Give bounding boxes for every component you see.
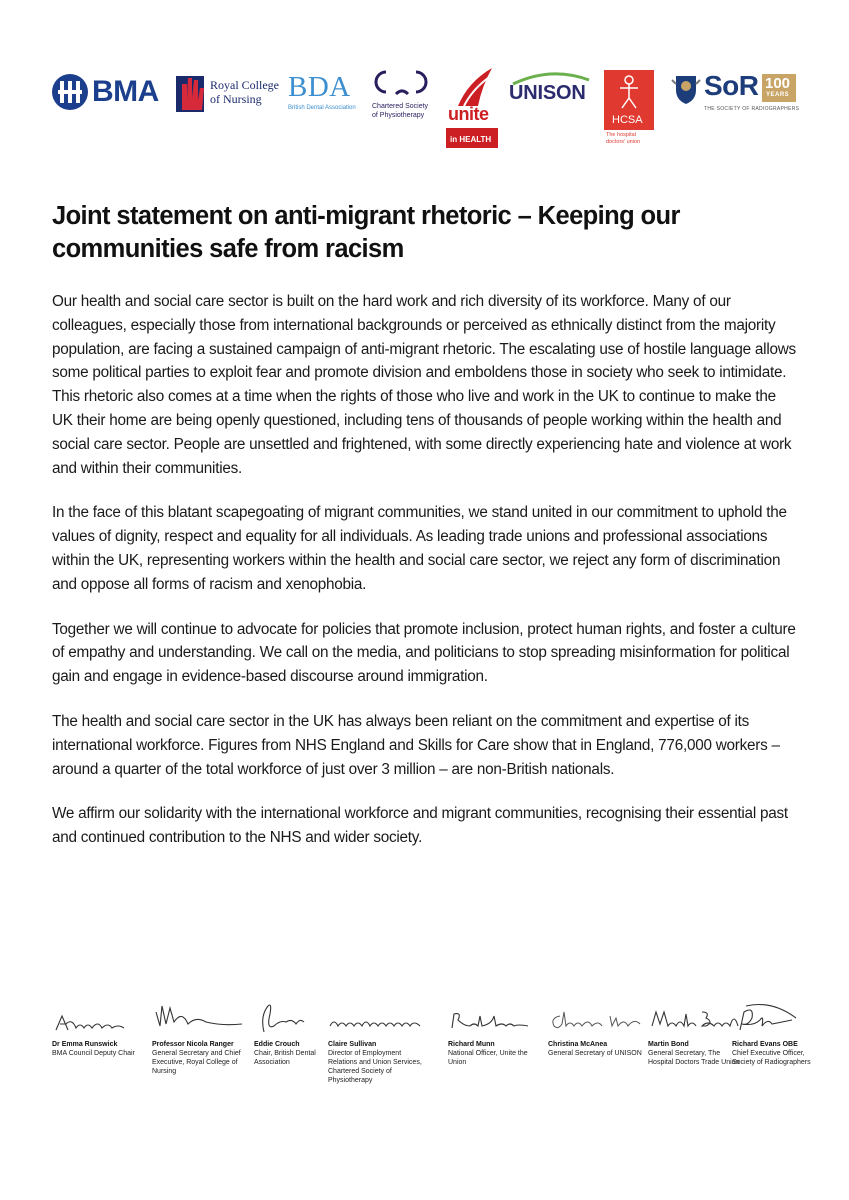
signature-icon bbox=[328, 996, 424, 1038]
bma-emblem-icon bbox=[52, 74, 88, 110]
bda-logo-text: BDA bbox=[288, 71, 351, 103]
signature-icon bbox=[648, 996, 744, 1038]
unison-logo bbox=[505, 70, 597, 110]
page-title: Joint statement on anti-migrant rhetoric – Keeping our communities safe from racism bbox=[52, 202, 680, 263]
sor-logo-text: SoR bbox=[704, 70, 759, 101]
unite-health-band: in HEALTH bbox=[446, 128, 498, 148]
sor-subtitle: THE SOCIETY OF RADIOGRAPHERS bbox=[704, 106, 800, 112]
paragraph: We affirm our solidarity with the international workforce and migrant communities, recognising their essential past and continued contribution to the NHS and wider society. bbox=[52, 805, 788, 847]
signature-icon bbox=[448, 996, 544, 1038]
signature-icon bbox=[152, 996, 248, 1038]
signature-icon bbox=[732, 996, 828, 1038]
signatory: Dr Emma Runswick BMA Council Deputy Chair bbox=[52, 996, 148, 1058]
unite-logo bbox=[444, 66, 500, 152]
bda-logo bbox=[288, 72, 364, 118]
hcsa-box bbox=[604, 70, 654, 130]
signature-icon bbox=[548, 996, 644, 1038]
sor-logo bbox=[670, 68, 810, 116]
rcn-logo bbox=[174, 70, 286, 114]
unison-logo-text: UNISON bbox=[509, 82, 586, 104]
sor-100-badge: 100 YEARS bbox=[762, 74, 796, 102]
sor-crest-icon bbox=[670, 70, 702, 106]
signatory: Professor Nicola Ranger General Secretary and Chief Executive, Royal College of Nursing bbox=[152, 996, 248, 1076]
signatories bbox=[52, 996, 812, 1116]
bma-logo-text: BMA bbox=[92, 75, 159, 108]
signatory: Richard Evans OBE Chief Executive Officer, Society of Radiographers bbox=[732, 996, 828, 1067]
bda-subtitle: British Dental Association bbox=[288, 105, 356, 111]
paragraph: In the face of this blatant scapegoating of migrant communities, we stand united in our commitment to uphold the values of dignity, respect and equality for all individuals. As leading trade unions and professional associations within the UK, representing workers within the health and social care sector, we reject any form of discrimination and oppose all forms of racism and xenophobia. bbox=[52, 504, 787, 593]
unite-flag-icon bbox=[448, 66, 498, 108]
hcsa-subtitle: The hospital doctors' union bbox=[606, 132, 641, 145]
signatory: Christina McAnea General Secretary of UNISON bbox=[548, 996, 644, 1058]
signatory: Eddie Crouch Chair, British Dental Association bbox=[254, 996, 350, 1067]
signatory: Martin Bond General Secretary, The Hospital Doctors Trade Union bbox=[648, 996, 744, 1067]
paragraph: The health and social care sector in the UK has always been reliant on the commitment and expertise of its international workforce. Figures from NHS England and Skills for Care show that in England, 776,000 workers – around a quarter of the total workforce of just over 3 million – are non-British nationals. bbox=[52, 712, 780, 778]
rcn-logo-text: Royal College of Nursing bbox=[210, 78, 279, 106]
rcn-hand-icon bbox=[174, 70, 206, 114]
bma-logo bbox=[50, 70, 162, 114]
csp-logo-text: Chartered Society of Physiotherapy bbox=[372, 103, 429, 119]
paragraph: Together we will continue to advocate for policies that promote inclusion, protect human rights, and foster a culture of empathy and understanding. We call on the media, and politicians to stop spreading misinformation for political gain and engage in evidence-based discourse around immigration. bbox=[52, 620, 796, 686]
signatory: Claire Sullivan Director of Employment Relations and Union Services, Chartered Society of Physiotherapy bbox=[328, 996, 424, 1085]
hcsa-logo bbox=[604, 70, 656, 148]
logo-row bbox=[50, 62, 810, 162]
unite-logo-text: unite bbox=[448, 104, 489, 124]
hcsa-figure-icon bbox=[604, 70, 654, 114]
statement-body bbox=[52, 290, 800, 871]
signature-icon bbox=[52, 996, 148, 1038]
csp-logo bbox=[368, 68, 444, 128]
csp-arcs-icon bbox=[372, 68, 428, 96]
hcsa-logo-text: HCSA bbox=[612, 114, 643, 126]
paragraph: Our health and social care sector is built on the hard work and rich diversity of its workforce. Many of our colleagues, especially those from international backgrounds or perceived as ethnically distinct from the majority population, are facing a sustained campaign of anti-migrant rhetoric. The escalating use of hostile language allows some political parties to exploit fear and promote division and emboldens those in society who seek to intimidate. This rhetoric also comes at a time when the rights of those who live and work in the UK to continue to make the UK their home are being openly questioned, including tens of thousands of people working within the health and social care sector. People are unsettled and frightened, with some directly experiencing hate and violence at work and within their communities. bbox=[52, 293, 796, 477]
signatory: Richard Munn National Officer, Unite the Union bbox=[448, 996, 544, 1067]
